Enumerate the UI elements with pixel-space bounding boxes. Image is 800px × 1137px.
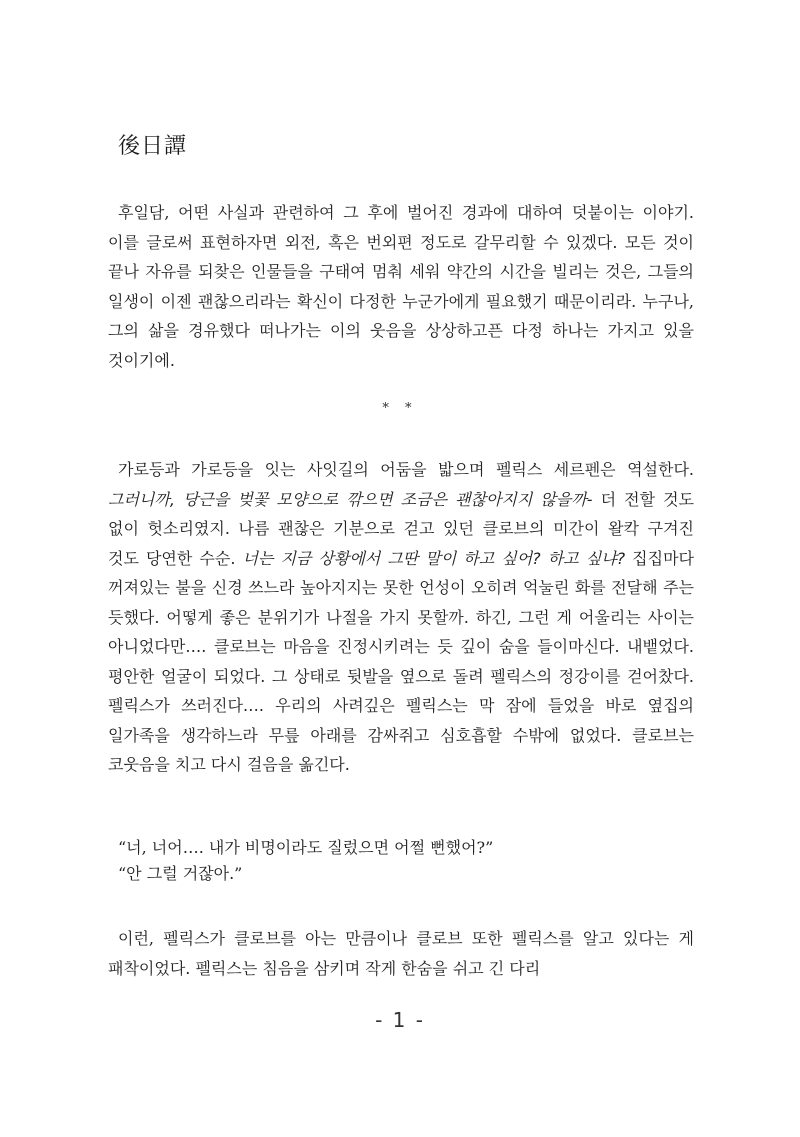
narration-text: 집집마다 꺼져있는 불을 신경 쓰느라 높아지지는 못한 언성이 오히려 억눌린 화를 전달해 주는 듯했다. 어떻게 좋은 분위기가 나절을 가지 못할까. 하긴, 그런 게 어울리는 사이는 아니었다만…. 클로브는 마음을 진정시키려는 듯 깊이 숨을 들이마신다. 내뱉었다. 평안한 얼굴이 되었다. 그 상태로 뒷발을 옆으로 돌려 펠릭스의 정강이를 걷어찼다. 펠릭스가 쓰러진다…. 우리의 사려깊은 펠릭스는 막 잠에 들었을 바로 옆집의 일가족을 생각하느라 무릎 아래를 감싸쥐고 심호흡할 수밖에 없었다. 클로브는 코웃음을 치고 다시 걸음을 옮긴다. bbox=[108, 548, 694, 774]
dialogue-line: “안 그럴 거잖아.” bbox=[118, 864, 243, 883]
section-separator: * * bbox=[382, 401, 418, 416]
page-number: - 1 - bbox=[375, 1008, 425, 1032]
thought-text: 그러니까, 당근을 벚꽃 모양으로 깎으면 조금은 괜찮아지지 않을까- bbox=[108, 489, 593, 509]
narration-text: 더 전할 것도 없이 헛소리였지. 나름 괜찮은 기분으로 걷고 있던 클로브의 미간이 왈칵 구겨진 것도 당연한 수순. bbox=[108, 489, 694, 568]
thought-text: 너는 지금 상황에서 그딴 말이 하고 싶어? 하고 싶냐? bbox=[242, 548, 626, 568]
intro-paragraph bbox=[108, 198, 694, 375]
story-paragraph bbox=[108, 924, 694, 983]
dialogue-line: “너, 너어…. 내가 비명이라도 질렀으면 어쩔 뻔했어?” bbox=[118, 838, 494, 857]
page-title: 後日譚 bbox=[118, 134, 188, 159]
intro-text: 후일담, 어떤 사실과 관련하여 그 후에 벌어진 경과에 대하여 덧붙이는 이야기. 이를 글로써 표현하자면 외전, 혹은 번외편 정도로 갈무리할 수 있겠다. 모든 것이 끝나 자유를 되찾은 인물들을 구태여 멈춰 세워 약간의 시간을 빌리는 것은, 그들의 일생이 이젠 괜찮으리라는 확신이 다정한 누군가에게 필요했기 때문이리라. 누구나, 그의 삶을 경유했다 떠나가는 이의 웃음을 상상하고픈 다정 하나는 가지고 있을 것이기에. bbox=[108, 203, 694, 370]
story-paragraph bbox=[108, 455, 694, 780]
narration-text: 이런, 펠릭스가 클로브를 아는 만큼이나 클로브 또한 펠릭스를 알고 있다는 게 패착이었다. 펠릭스는 침음을 삼키며 작게 한숨을 쉬고 긴 다리 bbox=[108, 929, 694, 978]
narration-text: 가로등과 가로등을 잇는 사잇길의 어둠을 밟으며 펠릭스 세르펜은 역설한다. bbox=[118, 460, 694, 479]
